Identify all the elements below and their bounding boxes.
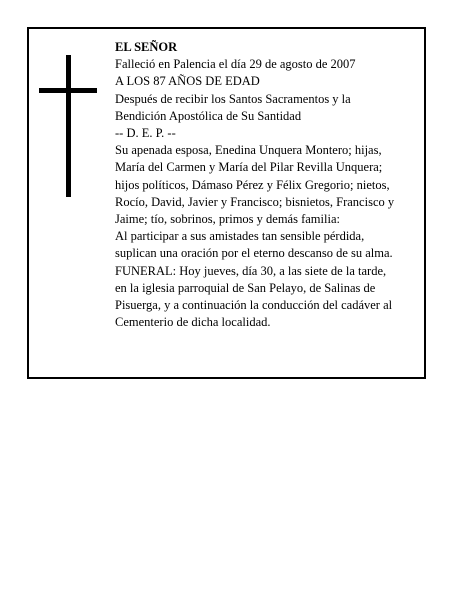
- cross-vertical-bar: [66, 55, 71, 197]
- notice-line: en la iglesia parroquial de San Pelayo, de Salinas de: [115, 280, 376, 295]
- notice-line: Después de recibir los Santos Sacramentos y la: [115, 91, 351, 106]
- notice-line: Pisuerga, y a continuación la conducción del cadáver al: [115, 298, 393, 313]
- notice-line: Falleció en Palencia el día 29 de agosto de 2007: [115, 57, 356, 72]
- notice-line: Rocío, David, Javier y Francisco; bisnietos, Francisco y: [115, 194, 395, 209]
- notice-line: María del Carmen y María del Pilar Revilla Unquera;: [115, 160, 383, 175]
- notice-line: Bendición Apostólica de Su Santidad: [115, 108, 302, 123]
- notice-line: hijos políticos, Dámaso Pérez y Félix Gregorio; nietos,: [115, 177, 390, 192]
- cross-horizontal-bar: [39, 88, 97, 93]
- notice-line: -- D. E. P. --: [115, 126, 176, 141]
- notice-line: suplican una oración por el eterno descanso de su alma.: [115, 246, 393, 261]
- notice-line: A LOS 87 AÑOS DE EDAD: [115, 74, 260, 89]
- notice-line: Cementerio de dicha localidad.: [115, 315, 271, 330]
- notice-line: Su apenada esposa, Enedina Unquera Montero; hijas,: [115, 143, 382, 158]
- latin-cross-icon: [39, 55, 97, 197]
- notice-line: FUNERAL: Hoy jueves, día 30, a las siete de la tarde,: [115, 263, 387, 278]
- notice-line: Al participar a sus amistades tan sensible pérdida,: [115, 229, 365, 244]
- notice-heading: EL SEÑOR: [115, 40, 178, 54]
- notice-line: Jaime; tío, sobrinos, primos y demás familia:: [115, 212, 340, 227]
- obituary-notice: [27, 27, 426, 379]
- notice-body: [115, 39, 425, 331]
